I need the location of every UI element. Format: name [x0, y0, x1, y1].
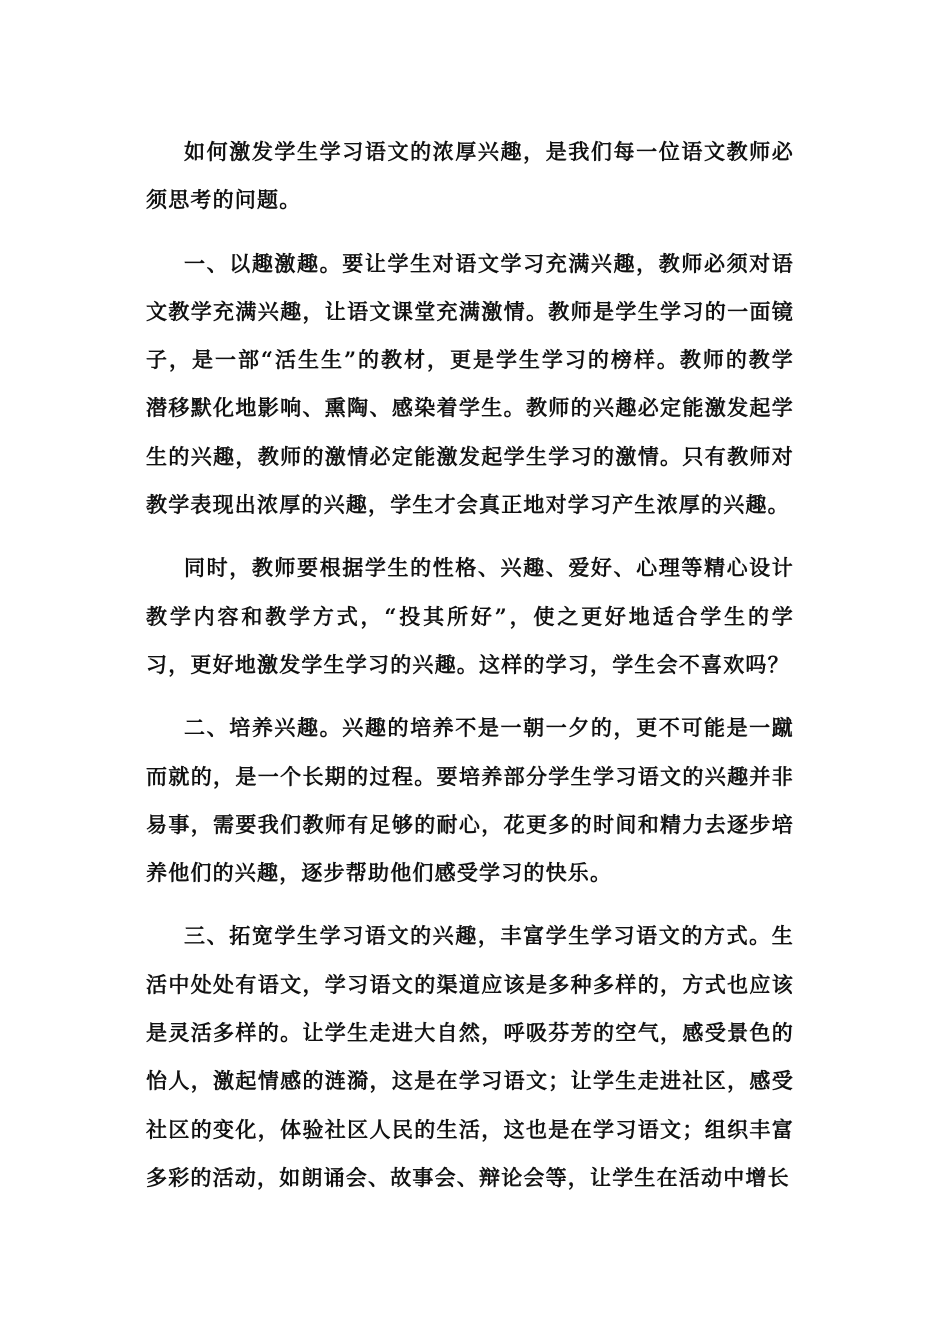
paragraph-point-three: 三、拓宽学生学习语文的兴趣，丰富学生学习语文的方式。生活中处处有语文，学习语文的渠道应该是多种多样的，方式也应该是灵活多样的。让学生走进大自然，呼吸芬芳的空气，感受景色的怡人，激起情感的涟漪，这是在学习语文；让学生走进社区，感受社区的变化，体验社区人民的生活，这也是在学习语文；组织丰富多彩的活动，如朗诵会、故事会、辩论会等，让学生在活动中增长	[146, 923, 794, 1190]
paragraph-intro: 如何激发学生学习语文的浓厚兴趣，是我们每一位语文教师必须思考的问题。	[146, 139, 794, 213]
paragraph-point-one: 一、以趣激趣。要让学生对语文学习充满兴趣，教师必须对语文教学充满兴趣，让语文课堂充满激情。教师是学生学习的一面镜子，是一部“活生生”的教材，更是学生学习的榜样。教师的教学潜移默化地影响、熏陶、感染着学生。教师的兴趣必定能激发起学生的兴趣，教师的激情必定能激发起学生学习的激情。只有教师对教学表现出浓厚的兴趣，学生才会真正地对学习产生浓厚的兴趣。	[146, 250, 794, 518]
paragraph-point-one-continued: 同时，教师要根据学生的性格、兴趣、爱好、心理等精心设计教学内容和教学方式，“投其所好”，使之更好地适合学生的学习，更好地激发学生学习的兴趣。这样的学习，学生会不喜欢吗？	[146, 555, 794, 677]
document-body	[146, 128, 794, 1217]
paragraph-point-two: 二、培养兴趣。兴趣的培养不是一朝一夕的，更不可能是一蹴而就的，是一个长期的过程。要培养部分学生学习语文的兴趣并非易事，需要我们教师有足够的耐心，花更多的时间和精力去逐步培养他们的兴趣，逐步帮助他们感受学习的快乐。	[146, 715, 794, 886]
